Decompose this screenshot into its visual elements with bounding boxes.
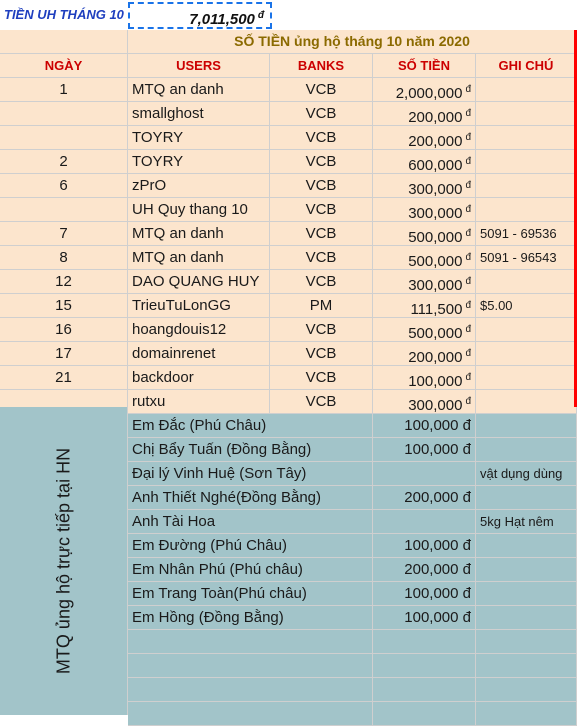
cell-bank[interactable]: VCB xyxy=(270,390,373,414)
currency-symbol: đ xyxy=(465,396,471,407)
cell-bank[interactable]: VCB xyxy=(270,126,373,150)
direct-cell-note[interactable] xyxy=(476,438,577,462)
direct-cell-note[interactable]: vật dụng dùng xyxy=(476,462,577,486)
currency-symbol: đ xyxy=(465,252,471,263)
cell-bank[interactable]: PM xyxy=(270,294,373,318)
cell-bank[interactable]: VCB xyxy=(270,366,373,390)
amount-value: 300,000 xyxy=(408,397,463,414)
direct-cell-amount[interactable]: 100,000 đ xyxy=(373,438,476,462)
header-banks[interactable]: BANKS xyxy=(270,54,373,78)
direct-cell-note[interactable] xyxy=(476,606,577,630)
cell-note[interactable]: $5.00 xyxy=(476,294,577,318)
month-total-label[interactable]: TIỀN UH THÁNG 10 xyxy=(4,7,124,22)
cell-bank[interactable]: VCB xyxy=(270,318,373,342)
cell-user[interactable]: TrieuTuLonGG xyxy=(128,294,270,318)
cell-day[interactable]: 8 xyxy=(0,246,128,270)
cell-bank[interactable]: VCB xyxy=(270,246,373,270)
cell-note[interactable] xyxy=(476,390,577,414)
cell-amount[interactable] xyxy=(373,78,476,102)
cell-bank[interactable]: VCB xyxy=(270,150,373,174)
cell-note[interactable] xyxy=(476,270,577,294)
cell-note[interactable] xyxy=(476,102,577,126)
cell-amount[interactable] xyxy=(373,126,476,150)
direct-cell-note[interactable] xyxy=(476,678,577,702)
title-row-blank-cell[interactable] xyxy=(0,30,128,54)
cell-day[interactable]: 21 xyxy=(0,366,128,390)
direct-cell-amount[interactable] xyxy=(373,630,476,654)
currency-symbol: đ xyxy=(465,108,471,119)
header-amount[interactable]: SỐ TIỀN xyxy=(373,54,476,78)
direct-cell-user[interactable] xyxy=(128,702,373,726)
cell-amount[interactable] xyxy=(373,222,476,246)
cell-note[interactable] xyxy=(476,150,577,174)
cell-day[interactable]: 15 xyxy=(0,294,128,318)
header-users[interactable]: USERS xyxy=(128,54,270,78)
currency-symbol: đ xyxy=(257,10,264,21)
amount-value: 2,000,000 xyxy=(395,85,463,102)
amount-value: 600,000 xyxy=(408,157,463,174)
cell-amount[interactable] xyxy=(373,246,476,270)
cell-note[interactable] xyxy=(476,174,577,198)
cell-user[interactable]: TOYRY xyxy=(128,150,270,174)
direct-cell-user[interactable] xyxy=(128,630,373,654)
header-day[interactable]: NGÀY xyxy=(0,54,128,78)
currency-symbol: đ xyxy=(465,372,471,383)
direct-cell-user[interactable]: Em Đường (Phú Châu) xyxy=(128,534,373,558)
direct-cell-note[interactable] xyxy=(476,654,577,678)
cell-note[interactable] xyxy=(476,342,577,366)
cell-amount[interactable] xyxy=(373,174,476,198)
direct-cell-amount[interactable]: 200,000 đ xyxy=(373,558,476,582)
cell-bank[interactable]: VCB xyxy=(270,102,373,126)
cell-amount[interactable] xyxy=(373,198,476,222)
cell-user[interactable]: smallghost xyxy=(128,102,270,126)
currency-symbol: đ xyxy=(465,156,471,167)
cell-note[interactable]: 5091 - 69536 xyxy=(476,222,577,246)
currency-symbol: đ xyxy=(465,180,471,191)
direct-cell-note[interactable] xyxy=(476,630,577,654)
direct-cell-note[interactable] xyxy=(476,534,577,558)
cell-amount[interactable] xyxy=(373,366,476,390)
direct-cell-note[interactable] xyxy=(476,414,577,438)
cell-note[interactable] xyxy=(476,78,577,102)
direct-cell-user[interactable]: Anh Tài Hoa xyxy=(128,510,373,534)
direct-cell-note[interactable] xyxy=(476,558,577,582)
currency-symbol: đ xyxy=(465,204,471,215)
amount-value: 200,000 xyxy=(408,133,463,150)
direct-cell-note[interactable] xyxy=(476,702,577,726)
amount-value: 500,000 xyxy=(408,229,463,246)
direct-cell-amount[interactable]: 100,000 đ xyxy=(373,414,476,438)
cell-bank[interactable]: VCB xyxy=(270,78,373,102)
direct-cell-amount[interactable] xyxy=(373,462,476,486)
direct-cell-amount[interactable] xyxy=(373,702,476,726)
direct-cell-user[interactable]: Em Đắc (Phú Châu) xyxy=(128,414,373,438)
cell-note[interactable] xyxy=(476,198,577,222)
currency-symbol: đ xyxy=(465,324,471,335)
cell-user[interactable]: backdoor xyxy=(128,366,270,390)
cell-day[interactable]: 6 xyxy=(0,174,128,198)
direct-cell-user[interactable]: Chị Bẩy Tuấn (Đồng Bằng) xyxy=(128,438,373,462)
cell-bank[interactable]: VCB xyxy=(270,198,373,222)
header-note[interactable]: GHI CHÚ xyxy=(476,54,577,78)
cell-day[interactable] xyxy=(0,102,128,126)
amount-value: 200,000 xyxy=(408,109,463,126)
direct-support-side-label[interactable] xyxy=(0,407,128,715)
cell-day[interactable]: 2 xyxy=(0,150,128,174)
direct-cell-amount[interactable] xyxy=(373,654,476,678)
amount-value: 500,000 xyxy=(408,253,463,270)
cell-day[interactable]: 1 xyxy=(0,78,128,102)
cell-note[interactable] xyxy=(476,366,577,390)
cell-user[interactable]: MTQ an danh xyxy=(128,222,270,246)
cell-amount[interactable] xyxy=(373,270,476,294)
direct-cell-user[interactable] xyxy=(128,654,373,678)
amount-value: 111,500 xyxy=(410,301,463,318)
direct-support-label: MTQ ủng hộ trực tiếp tại HN xyxy=(53,447,74,675)
amount-value: 500,000 xyxy=(408,325,463,342)
month-total-value: 7,011,500 xyxy=(189,11,255,28)
cell-user[interactable]: UH Quy thang 10 xyxy=(128,198,270,222)
cell-day[interactable]: 17 xyxy=(0,342,128,366)
cell-bank[interactable]: VCB xyxy=(270,174,373,198)
amount-value: 100,000 xyxy=(408,373,463,390)
cell-day[interactable]: 12 xyxy=(0,270,128,294)
amount-value: 300,000 xyxy=(408,277,463,294)
amount-value: 300,000 xyxy=(408,181,463,198)
cell-user[interactable]: hoangdouis12 xyxy=(128,318,270,342)
direct-cell-amount[interactable]: 100,000 đ xyxy=(373,582,476,606)
cell-amount[interactable] xyxy=(373,390,476,414)
cell-bank[interactable]: VCB xyxy=(270,270,373,294)
currency-symbol: đ xyxy=(465,348,471,359)
direct-cell-note[interactable] xyxy=(476,486,577,510)
cell-bank[interactable]: VCB xyxy=(270,222,373,246)
cell-day[interactable]: 7 xyxy=(0,222,128,246)
cell-amount[interactable] xyxy=(373,102,476,126)
amount-value: 300,000 xyxy=(408,205,463,222)
cell-user[interactable]: TOYRY xyxy=(128,126,270,150)
amount-value: 200,000 xyxy=(408,349,463,366)
cell-amount[interactable] xyxy=(373,294,476,318)
direct-cell-user[interactable]: Anh Thiết Nghé(Đồng Bằng) xyxy=(128,486,373,510)
cell-user[interactable]: rutxu xyxy=(128,390,270,414)
cell-note[interactable]: 5091 - 96543 xyxy=(476,246,577,270)
currency-symbol: đ xyxy=(465,276,471,287)
cell-day[interactable] xyxy=(0,198,128,222)
cell-amount[interactable] xyxy=(373,342,476,366)
currency-symbol: đ xyxy=(465,132,471,143)
direct-cell-note[interactable]: 5kg Hạt nêm xyxy=(476,510,577,534)
direct-cell-amount[interactable]: 200,000 đ xyxy=(373,486,476,510)
cell-user[interactable]: domainrenet xyxy=(128,342,270,366)
currency-symbol: đ xyxy=(465,84,471,95)
cell-user[interactable]: MTQ an danh xyxy=(128,78,270,102)
direct-cell-amount[interactable]: 100,000 đ xyxy=(373,606,476,630)
month-total-cell[interactable] xyxy=(128,2,272,29)
cell-user[interactable]: DAO QUANG HUY xyxy=(128,270,270,294)
cell-bank[interactable]: VCB xyxy=(270,342,373,366)
direct-cell-user[interactable] xyxy=(128,678,373,702)
cell-amount[interactable] xyxy=(373,150,476,174)
cell-day[interactable]: 16 xyxy=(0,318,128,342)
direct-cell-note[interactable] xyxy=(476,582,577,606)
direct-cell-amount[interactable] xyxy=(373,678,476,702)
direct-cell-user[interactable]: Em Nhân Phú (Phú châu) xyxy=(128,558,373,582)
cell-day[interactable] xyxy=(0,126,128,150)
cell-user[interactable]: zPrO xyxy=(128,174,270,198)
cell-note[interactable] xyxy=(476,318,577,342)
direct-cell-user[interactable]: Em Trang Toàn(Phú châu) xyxy=(128,582,373,606)
currency-symbol: đ xyxy=(465,300,471,311)
direct-cell-user[interactable]: Đại lý Vinh Huệ (Sơn Tây) xyxy=(128,462,373,486)
cell-amount[interactable] xyxy=(373,318,476,342)
sheet-title[interactable]: SỐ TIỀN ủng hộ tháng 10 năm 2020 xyxy=(128,30,577,54)
cell-note[interactable] xyxy=(476,126,577,150)
direct-cell-user[interactable]: Em Hồng (Đồng Bằng) xyxy=(128,606,373,630)
cell-user[interactable]: MTQ an danh xyxy=(128,246,270,270)
currency-symbol: đ xyxy=(465,228,471,239)
direct-cell-amount[interactable] xyxy=(373,510,476,534)
direct-cell-amount[interactable]: 100,000 đ xyxy=(373,534,476,558)
